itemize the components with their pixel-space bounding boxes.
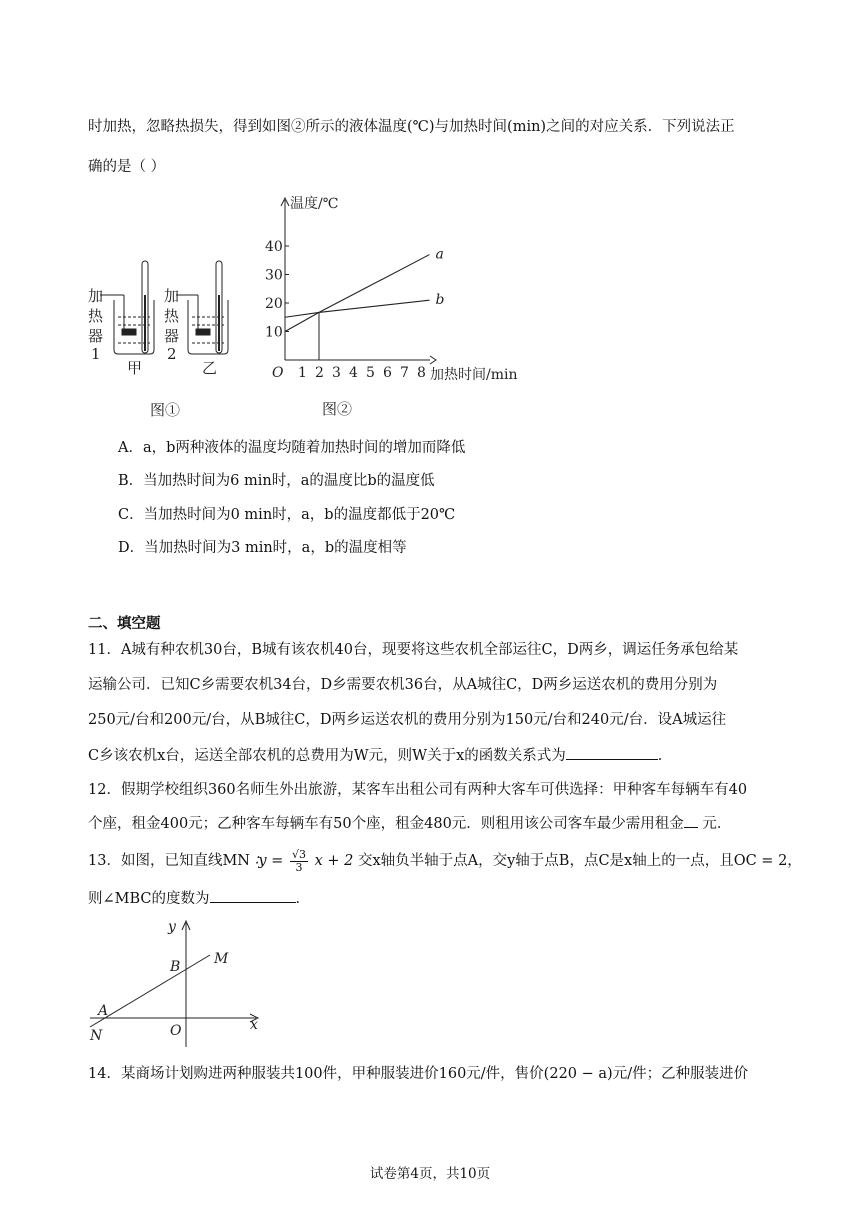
q13-label-a: A (98, 1003, 109, 1019)
section-title: 二、填空题 (88, 616, 161, 632)
q12-line2-end: 元． (702, 816, 732, 832)
x-axis-arrow (430, 356, 436, 364)
page-footer: 试卷第4页，共10页 (369, 1166, 491, 1182)
q11-answer-blank[interactable] (566, 745, 658, 760)
x-tick-label-5: 5 (366, 365, 375, 381)
beaker2-label: 乙 (202, 359, 218, 377)
chart-origin: O (272, 365, 284, 381)
x-tick-label-4: 4 (349, 365, 358, 381)
q13-frac-num: √3 (291, 847, 306, 861)
q13-answer-blank[interactable] (210, 888, 296, 903)
q13-fraction (290, 849, 308, 874)
series-line-a (285, 255, 430, 332)
option-d[interactable]: D．当加热时间为3 min时，a，b的温度相等 (118, 540, 407, 556)
q12-answer-blank[interactable] (684, 813, 698, 828)
figure1-caption: 图① (150, 401, 181, 419)
q11-line2: 运输公司．已知C乡需要农机34台，D乡需要农机36台，从A城往C，D两乡运送农机的费用分别为 (88, 677, 718, 693)
figure-1-beakers (84, 255, 244, 425)
option-b[interactable]: B．当加热时间为6 min时，a的温度比b的温度低 (118, 473, 435, 489)
series-label-b: b (435, 292, 445, 309)
heater-2-coil (196, 329, 210, 335)
q13-label-b: B (170, 959, 181, 975)
heater1-char-3: 器 (88, 327, 104, 345)
q13-label-o: O (170, 1023, 182, 1039)
q12-line2-text: 个座，租金400元；乙种客车每辆车有50个座，租金480元．则租用该公司客车最少需用租金 (88, 816, 684, 832)
series-label-a: a (435, 246, 444, 263)
q13-eq-rhs: x + 2 (314, 853, 354, 869)
y-tick-label-20: 20 (265, 296, 283, 312)
x-tick-label-8: 8 (417, 365, 426, 381)
q13-label-y: y (168, 919, 176, 935)
q13-prefix: 13．如图，已知直线MN (88, 853, 250, 869)
q11-line4-end: ． (657, 748, 673, 764)
series-line-b (285, 300, 430, 317)
x-tick-label-7: 7 (400, 365, 409, 381)
heater-1-coil (122, 329, 136, 335)
figure-2-temperature-chart (250, 188, 550, 424)
q10-text-line2: 确的是（ ） (88, 159, 166, 175)
q13-frac-den: 3 (295, 860, 303, 874)
x-tick-label-2: 2 (315, 365, 324, 381)
q12-line2 (88, 813, 731, 834)
q13-eq-lhs: ∶y = (254, 853, 284, 869)
q13-label-n: N (90, 1028, 103, 1044)
heater1-char-1: 加 (88, 287, 104, 305)
heater2-char-1: 加 (164, 287, 180, 305)
option-a[interactable]: A．a，b两种液体的温度均随着加热时间的增加而降低 (118, 440, 466, 456)
q13-label-x: x (250, 1017, 258, 1033)
x-tick-label-6: 6 (383, 365, 392, 381)
q11-line3: 250元/台和200元/台，从B城往C，D两乡运送农机的费用分别为150元/台和240元/台．设A城运往 (88, 712, 727, 728)
figure2-caption: 图② (322, 400, 353, 418)
x-tick-label-1: 1 (298, 365, 307, 381)
x-tick-label-3: 3 (332, 365, 341, 381)
y-tick-label-40: 40 (265, 239, 283, 255)
q13-line2-text: 则∠MBC的度数为 (88, 891, 210, 907)
q12-line1: 12．假期学校组织360名师生外出旅游，某客车出租公司有两种大客车可供选择：甲种客车每辆车有40 (88, 782, 748, 798)
option-c[interactable]: C．当加热时间为0 min时，a，b的温度都低于20℃ (118, 507, 456, 523)
q13-line2 (88, 888, 310, 909)
chart-xlabel: 加热时间/min (430, 367, 518, 383)
y-tick-label-10: 10 (265, 324, 283, 341)
heater2-char-4: 2 (167, 345, 177, 363)
y-tick-label-30: 30 (265, 267, 283, 284)
heater2-char-2: 热 (164, 307, 180, 325)
chart-ylabel: 温度/℃ (290, 196, 339, 212)
q11-line1: 11．A城有种农机30台，B城有该农机40台，现要将这些农机全部运往C，D两乡，调运任务承包给某 (88, 642, 739, 658)
q14-line1: 14．某商场计划购进两种服装共100件，甲种服装进价160元/件，售价(220 − a)元/件；乙种服装进价 (88, 1066, 749, 1082)
q13-line-figure (86, 915, 276, 1055)
heater1-char-2: 热 (88, 307, 104, 325)
q13-line1 (88, 846, 802, 876)
q11-line4 (88, 745, 672, 766)
q11-line4-text: C乡该农机x台，运送全部农机的总费用为W元，则W关于x的函数关系式为 (88, 748, 566, 764)
beaker1-label: 甲 (127, 359, 143, 377)
q13-label-m: M (214, 951, 229, 967)
q10-text-line1: 时加热，忽略热损失，得到如图②所示的液体温度(℃)与加热时间(min)之间的对应关系．下列说法正 (88, 119, 735, 135)
q13-suffix: 交x轴负半轴于点A，交y轴于点B，点C是x轴上的一点，且OC = 2， (357, 853, 802, 869)
heater1-char-4: 1 (91, 345, 101, 363)
q13-line2-end: ． (295, 891, 311, 907)
heater2-char-3: 器 (164, 327, 180, 345)
